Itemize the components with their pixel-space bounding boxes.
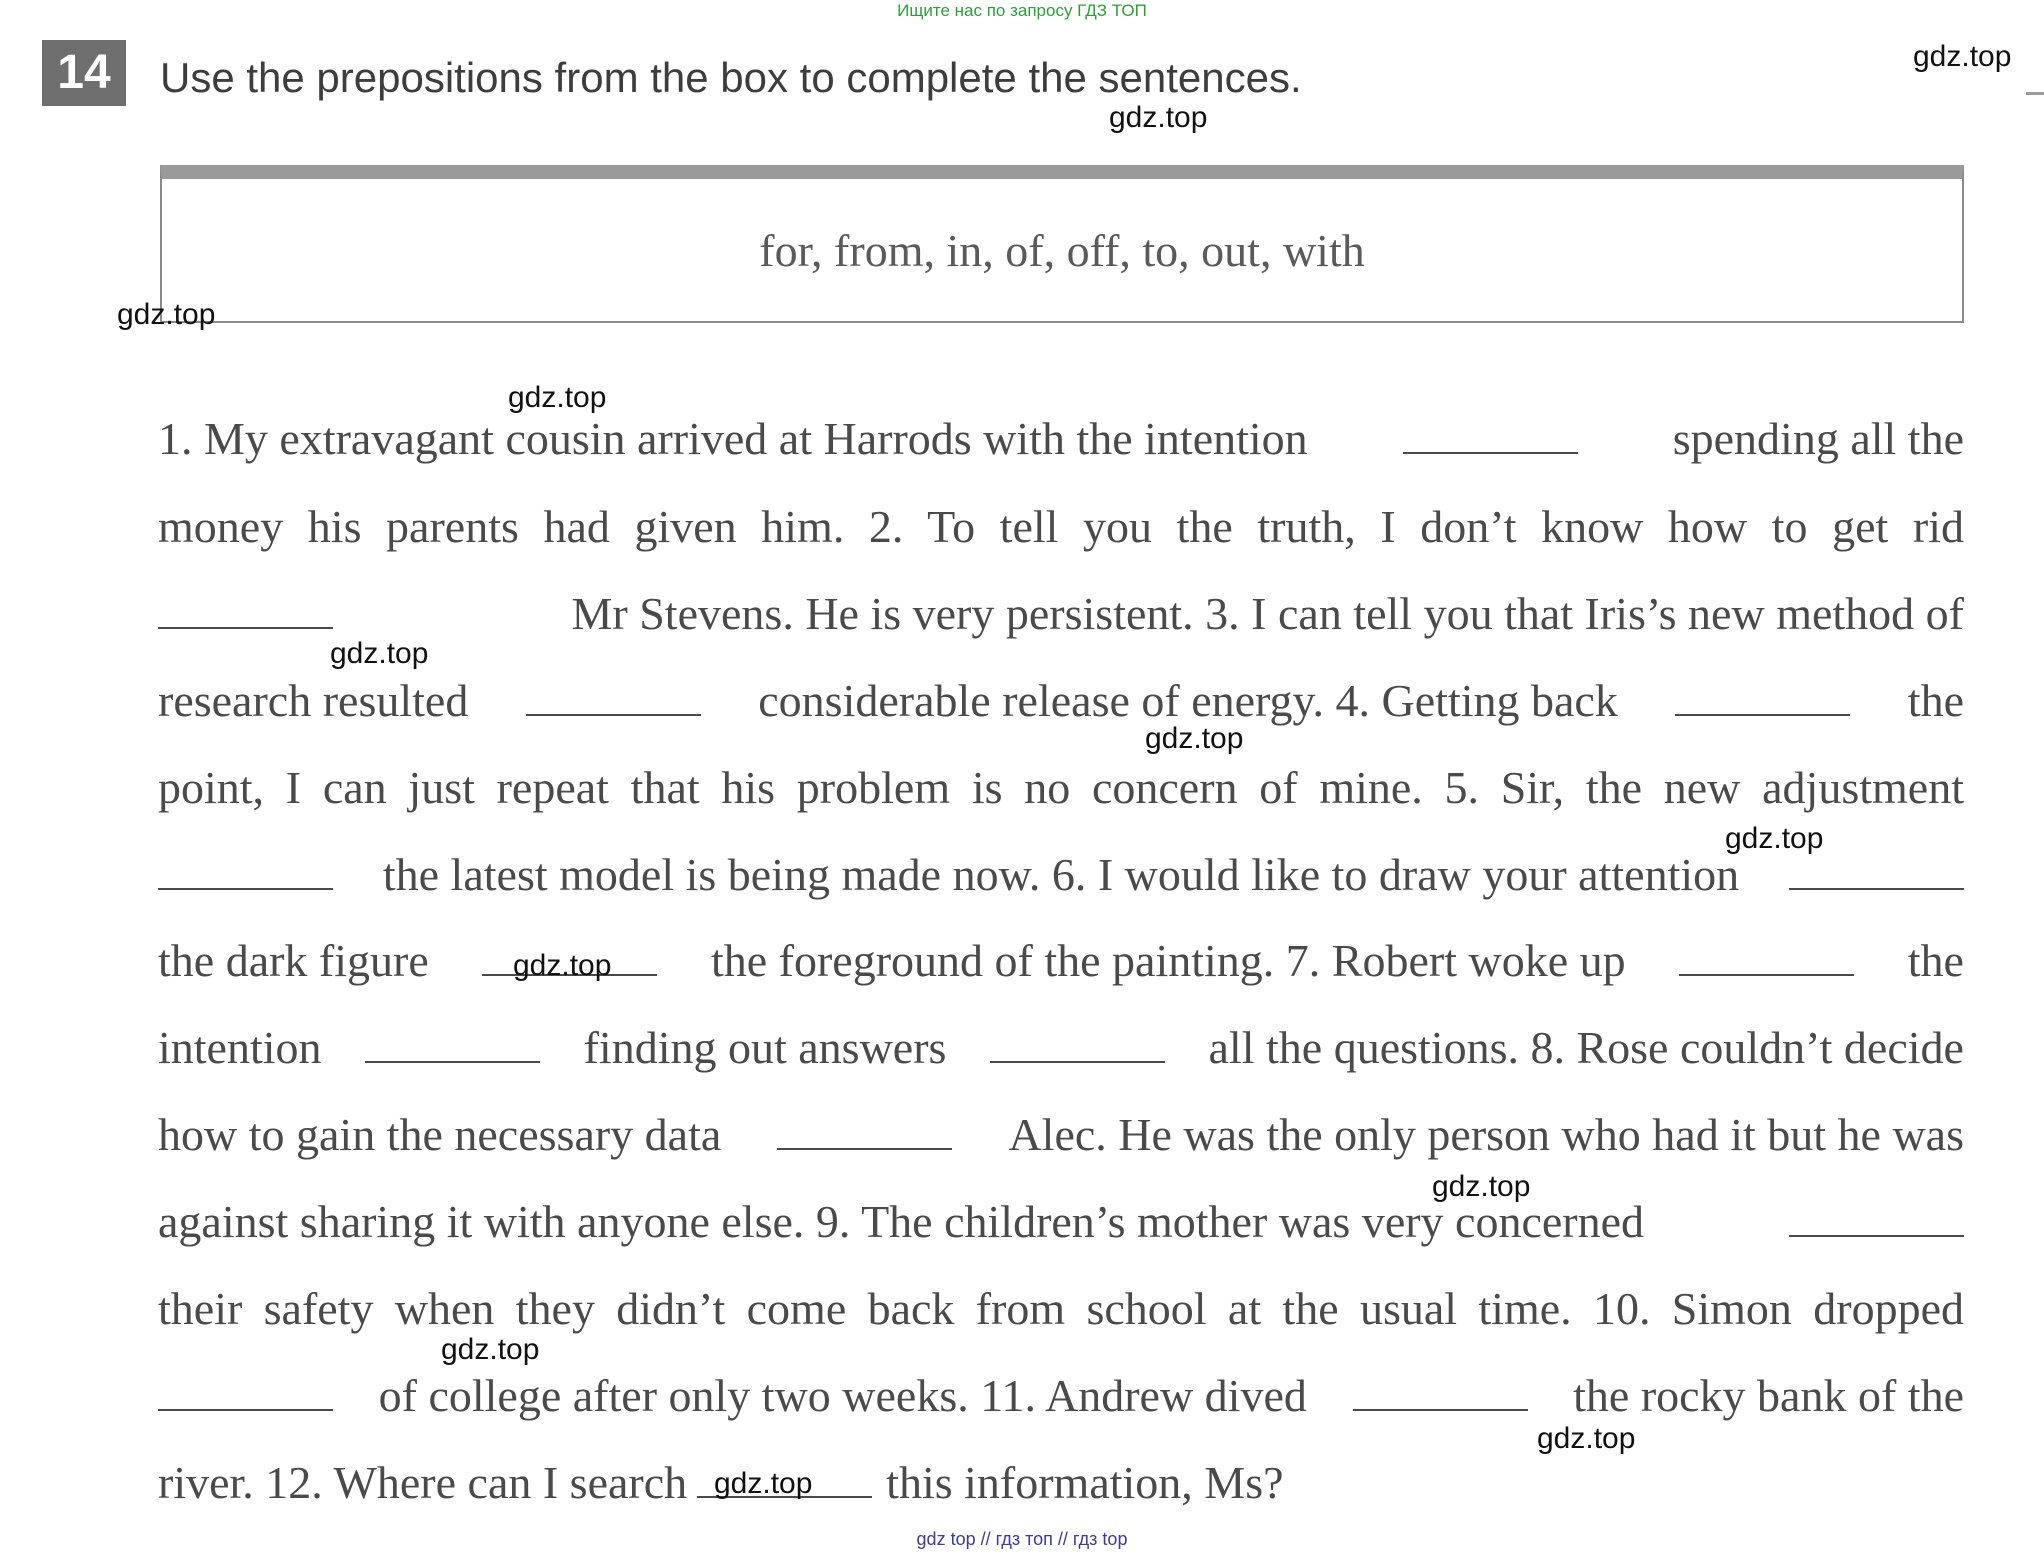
watermark: gdz.top (441, 1333, 540, 1366)
answer-blank[interactable] (1789, 1205, 1964, 1237)
word-box (160, 165, 1964, 323)
sentence-text: research resulted (158, 675, 469, 726)
watermark: gdz.top (508, 381, 607, 414)
text-line (158, 1454, 1964, 1512)
sentence-text: the dark figure (158, 935, 429, 986)
answer-blank[interactable] (1403, 422, 1578, 454)
bottom-banner: gdz top // гдз топ // гдз top (916, 1529, 1128, 1549)
watermark: gdz.top (330, 637, 429, 670)
text-line (158, 846, 1964, 904)
sentence-text: how to gain the necessary data (158, 1109, 722, 1160)
word-box-prepositions: for, from, in, of, off, to, out, with (759, 225, 1365, 276)
sentence-text: this information, Ms? (886, 1457, 1284, 1508)
watermark: gdz.top (1913, 40, 2012, 73)
text-line (158, 585, 1964, 643)
sentence-text: against sharing it with anyone else. 9. The children’s mother was very concerned (158, 1196, 1645, 1247)
sentence-text: river. 12. Where can I search (158, 1457, 688, 1508)
sentence-text: intention (158, 1022, 322, 1073)
sentence-text: the latest model is being made now. 6. I would like to draw your attention (382, 849, 1740, 900)
watermark: gdz.top (1725, 822, 1824, 855)
sentence-text: considerable release of energy. 4. Getting back (758, 675, 1618, 726)
exercise-number: 14 (42, 40, 126, 106)
sentence-text: spending all the (1672, 413, 1964, 464)
answer-blank[interactable] (990, 1031, 1165, 1063)
text-line (158, 1019, 1964, 1077)
watermark: gdz.top (117, 298, 216, 331)
answer-blank[interactable] (526, 684, 701, 716)
watermark: gdz.top (714, 1467, 813, 1500)
page-edge-mark (2026, 92, 2044, 95)
sentence-text: finding out answers (583, 1022, 947, 1073)
text-line (158, 1106, 1964, 1164)
top-banner: Ищите нас по запросу ГДЗ ТОП (897, 1, 1147, 20)
text-line (158, 1280, 1964, 1338)
text-line (158, 1193, 1964, 1251)
answer-blank[interactable] (365, 1031, 540, 1063)
watermark: gdz.top (513, 949, 612, 982)
answer-blank[interactable] (1675, 684, 1850, 716)
answer-blank[interactable] (158, 597, 333, 629)
sentence-text: the rocky bank of the (1573, 1370, 1964, 1421)
answer-blank[interactable] (1789, 858, 1964, 890)
answer-blank[interactable] (1679, 944, 1854, 976)
text-line (158, 932, 1964, 990)
sentence-text: 1. My extravagant cousin arrived at Harrods with the intention (158, 413, 1308, 464)
text-line (158, 498, 1964, 556)
sentence-text: the foreground of the painting. 7. Robert woke up (710, 935, 1626, 986)
sentence-text: Mr Stevens. He is very persistent. 3. I can tell you that Iris’s new method of (571, 588, 1964, 639)
sentence-text: money his parents had given him. 2. To tell you the truth, I don’t know how to get rid (158, 501, 1964, 552)
watermark: gdz.top (1109, 101, 1208, 134)
exercise-instruction: Use the prepositions from the box to complete the sentences. (160, 54, 1302, 101)
sentence-text: the (1907, 935, 1964, 986)
watermark: gdz.top (1537, 1422, 1636, 1455)
sentence-text: their safety when they didn’t come back from school at the usual time. 10. Simon dropped (158, 1283, 1964, 1334)
text-line (158, 672, 1964, 730)
watermark: gdz.top (1432, 1170, 1531, 1203)
text-line (158, 410, 1964, 468)
sentence-text: point, I can just repeat that his problem is no concern of mine. 5. Sir, the new adjustment (158, 762, 1964, 813)
text-line (158, 759, 1964, 817)
text-line (158, 1367, 1964, 1425)
watermark: gdz.top (1145, 722, 1244, 755)
answer-blank[interactable] (158, 1379, 333, 1411)
sentence-text: the (1907, 675, 1964, 726)
answer-blank[interactable] (158, 858, 333, 890)
answer-blank[interactable] (1353, 1379, 1528, 1411)
sentence-text: all the questions. 8. Rose couldn’t decide (1208, 1022, 1964, 1073)
sentence-text: of college after only two weeks. 11. Andrew dived (378, 1370, 1307, 1421)
sentence-text: Alec. He was the only person who had it but he was (1008, 1109, 1964, 1160)
answer-blank[interactable] (777, 1118, 952, 1150)
